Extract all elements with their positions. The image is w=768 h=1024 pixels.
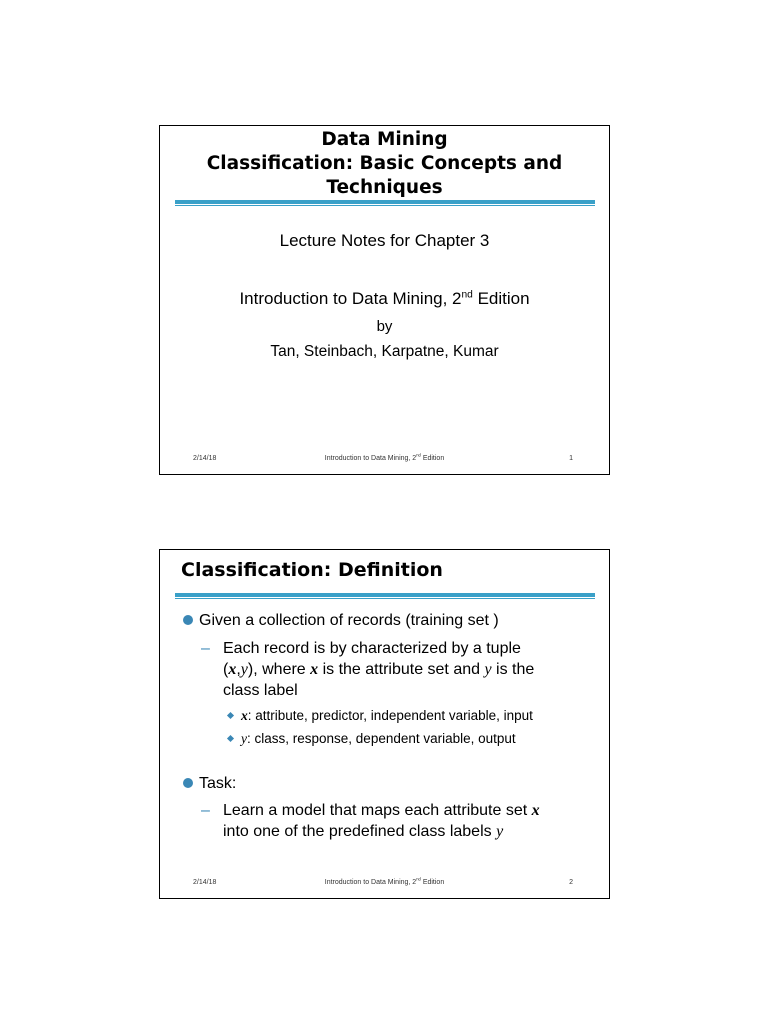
x-definition: x: attribute, predictor, independent variable, input [241,708,533,723]
slide-1-title [160,128,609,200]
sub-bullet-tuple-line-2: (x,y), where x is the attribute set and y is the [223,661,535,678]
bullet-records: Given a collection of records (training set ) [183,610,499,631]
slide-1-footer [160,452,609,467]
authors-text: Tan, Steinbach, Karpatne, Kumar [270,343,499,360]
sub-bullet-tuple-line-3: class label [223,682,298,699]
title-line-3: Techniques [326,177,443,198]
slide-1 [159,125,610,475]
sub-bullet-tuple-line-1: Each record is by characterized by a tuple [223,640,521,657]
footer-title: Introduction to Data Mining, 2nd Edition [324,876,445,886]
bullet-dot-icon [183,615,193,625]
title-line-2: Classification: Basic Concepts and [206,153,563,174]
by-text: by [376,318,393,335]
sub-bullet-task-line-2: into one of the predefined class labels y [223,823,504,840]
dash-icon: – [201,802,210,819]
dash-icon: – [201,640,210,657]
footer-page-number: 1 [569,455,573,462]
sub-bullet-task-line-1: Learn a model that maps each attribute set x [223,802,540,819]
y-definition: y: class, response, dependent variable, output [241,731,516,746]
book-title: Introduction to Data Mining, 2nd Edition [239,289,530,308]
title-rule [175,200,595,207]
slide-2-title: Classification: Definition [181,559,443,581]
slide-2-footer [160,876,609,891]
bullet-dot-icon [183,778,193,788]
diamond-icon [227,712,234,719]
title-line-1: Data Mining [321,129,448,150]
slide-2 [159,549,610,899]
footer-page-number: 2 [569,879,573,886]
footer-title: Introduction to Data Mining, 2nd Edition [324,452,445,462]
bullet-task: Task: [183,773,236,794]
lecture-notes-text: Lecture Notes for Chapter 3 [279,231,490,250]
diamond-icon [227,735,234,742]
title-rule [175,593,595,600]
footer-date: 2/14/18 [193,455,217,462]
footer-date: 2/14/18 [193,879,217,886]
